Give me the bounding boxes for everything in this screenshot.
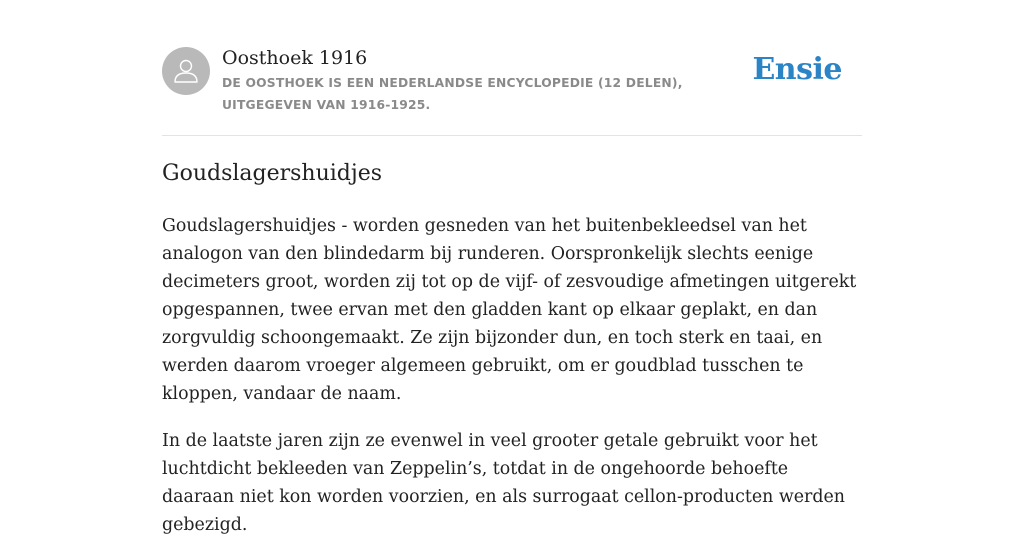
avatar[interactable]	[162, 47, 210, 95]
article-paragraph: Goudslagershuidjes - worden gesneden van het buitenbekleedsel van het analogon van den blindedarm bij runderen. Oorspronkelijk slechts eenige decimeters groot, worden zij tot op de vijf- of zesvoudige afmetingen uitgerekt opgespannen, twee ervan met den gladden kant op elkaar geplakt, en dan zorgvuldig schoongemaakt. Ze zijn bijzonder dun, en toch sterk en taai, en werden daarom vroeger algemeen gebruikt, om er goudblad tusschen te kloppen, vandaar de naam.	[162, 216, 857, 404]
article-title: Goudslagershuidjes	[162, 161, 383, 186]
source-description: DE OOSTHOEK IS EEN NEDERLANDSE ENCYCLOPEDIE (12 DELEN), UITGEGEVEN VAN 1916-1925.	[222, 76, 683, 112]
ensie-logo[interactable]: Ensie	[752, 52, 842, 87]
source-header	[162, 0, 862, 136]
page-container	[162, 0, 862, 535]
user-placeholder-icon	[171, 56, 201, 86]
article-paragraph: In de laatste jaren zijn ze evenwel in veel grooter getale gebruikt voor het luchtdicht bekleeden van Zeppelin’s, totdat in de ongehoorde behoefte daaraan niet kon worden voorzien, en als surrogaat cellon-producten werden gebezigd.	[162, 431, 845, 535]
source-title[interactable]: Oosthoek 1916	[222, 47, 368, 69]
